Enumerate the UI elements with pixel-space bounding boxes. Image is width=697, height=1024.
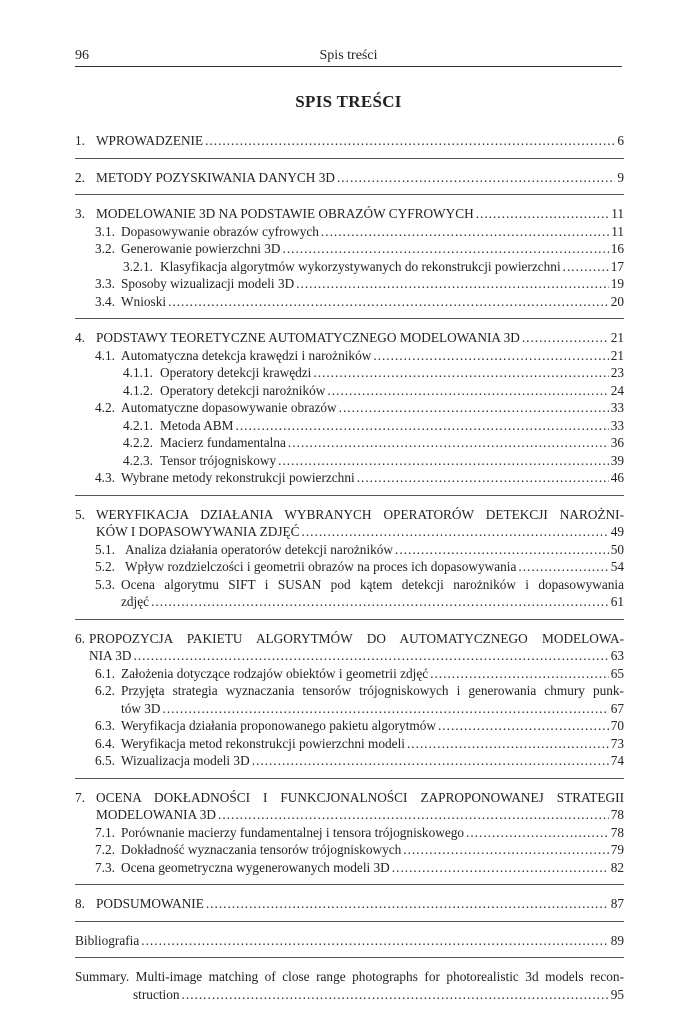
toc-entry-label: Wybrane metody rekonstrukcji powierzchni xyxy=(121,470,355,485)
toc-entry[interactable]: 7.2. Dokładność wyznaczania tensorów trójogniskowych ..... 79 xyxy=(75,841,624,859)
toc-entry[interactable]: 3.4. Wnioski ..... 20 xyxy=(75,293,624,311)
toc-section-6 xyxy=(75,628,624,779)
toc-entry-label: MODELOWANIE 3D NA PODSTAWIE OBRAZÓW CYFROWYCH xyxy=(96,206,474,221)
toc-entry-page: 63 xyxy=(610,648,624,663)
toc-entry-label: Założenia dotyczące rodzajów obiektów i geometrii zdjęć xyxy=(121,665,429,681)
toc-entry-page: 33 xyxy=(610,417,624,433)
toc-entry-label: PODSUMOWANIE xyxy=(96,896,204,911)
leader-dots xyxy=(373,347,608,365)
toc-entry[interactable]: 5.1. Analiza działania operatorów detekcji narożników ..... 50 xyxy=(75,541,624,559)
toc-entry-page: 11 xyxy=(611,223,624,239)
toc-entry[interactable]: 3.2.1. Klasyfikacja algorytmów wykorzystywanych do rekonstrukcji powierzchni ..... 17 xyxy=(75,258,624,276)
toc-entry[interactable] xyxy=(75,932,624,950)
leader-dots xyxy=(302,523,609,541)
toc-entry[interactable]: 6.2. Przyjęta strategia wyznaczania tensorów trójogniskowych i generowania chmury punk- tów 3D ..... 67 xyxy=(75,682,624,717)
toc-entry[interactable]: 3. MODELOWANIE 3D NA PODSTAWIE OBRAZÓW CYFROWYCH ..... 11 xyxy=(75,205,624,223)
leader-dots xyxy=(313,364,608,382)
leader-dots xyxy=(278,452,609,470)
toc-entry-label: Ocena algorytmu SIFT i SUSAN pod kątem detekcji narożników i dopasowywania xyxy=(121,576,624,592)
toc-entry[interactable]: 3.3. Sposoby wizualizacji modeli 3D ..... 19 xyxy=(75,275,624,293)
toc-entry-page: 87 xyxy=(610,896,624,911)
leader-dots xyxy=(163,700,609,718)
toc-entry-label: Automatyczne dopasowywanie obrazów xyxy=(121,400,337,415)
toc-entry[interactable]: 6.1. Założenia dotyczące rodzajów obiektów i geometrii zdjęć ..... 65 xyxy=(75,665,624,683)
toc-section-8 xyxy=(75,893,624,922)
leader-dots xyxy=(438,717,609,735)
page-number: 96 xyxy=(75,48,89,63)
leader-dots xyxy=(218,806,609,824)
toc-entry[interactable]: 4.2.2. Macierz fundamentalna ..... 36 xyxy=(75,434,624,452)
toc-section-1 xyxy=(75,130,624,159)
leader-dots xyxy=(407,735,609,753)
leader-dots xyxy=(466,824,609,842)
leader-dots xyxy=(403,841,608,859)
toc-section-2 xyxy=(75,167,624,196)
toc-entry-page: 9 xyxy=(617,169,624,185)
toc-entry-label: OCENA DOKŁADNOŚCI I FUNKCJONALNOŚCI ZAPROPONOWANEJ STRATEGII xyxy=(96,789,624,805)
toc-entry-label: METODY POZYSKIWANIA DANYCH 3D xyxy=(96,169,335,185)
toc-entry-page: 6 xyxy=(617,133,624,148)
toc-section-summary xyxy=(75,966,624,1011)
leader-dots xyxy=(151,593,609,611)
leader-dots xyxy=(205,132,615,150)
toc-entry[interactable]: 3.1. Dopasowywanie obrazów cyfrowych ..... 11 xyxy=(75,223,624,241)
toc-section-4 xyxy=(75,327,624,496)
toc-entry-label-cont: MODELOWANIA 3D xyxy=(96,807,217,822)
toc-entry[interactable]: 3.2. Generowanie powierzchni 3D ..... 16 xyxy=(75,240,624,258)
toc-entry[interactable]: 4. PODSTAWY TEORETYCZNE AUTOMATYCZNEGO MODELOWANIA 3D ..... 21 xyxy=(75,329,624,347)
toc-entry-label-cont: NIA 3D xyxy=(89,648,132,663)
toc-entry-label: Klasyfikacja algorytmów wykorzystywanych do rekonstrukcji powierzchni xyxy=(160,258,561,274)
leader-dots xyxy=(337,169,615,187)
toc-entry[interactable]: 6. PROPOZYCJA PAKIETU ALGORYTMÓW DO AUTOMATYCZNEGO MODELOWA- NIA 3D ..... 63 xyxy=(75,630,624,665)
leader-dots xyxy=(518,558,608,576)
toc-section-7 xyxy=(75,787,624,886)
toc-entry-label-cont: struction xyxy=(133,986,180,1002)
toc-entry-page: 24 xyxy=(610,382,624,398)
toc-entry[interactable]: 4.1.1. Operatory detekcji krawędzi ..... 23 xyxy=(75,364,624,382)
toc-entry-label: WERYFIKACJA DZIAŁANIA WYBRANYCH OPERATORÓW DETEKCJI NAROŻNI- xyxy=(96,506,624,522)
toc-entry-label: Ocena geometryczna wygenerowanych modeli 3D xyxy=(121,859,390,875)
toc-entry[interactable]: 7.1. Porównanie macierzy fundamentalnej i tensora trójogniskowego ..... 78 xyxy=(75,824,624,842)
toc-entry[interactable]: 2. METODY POZYSKIWANIA DANYCH 3D ..... 9 xyxy=(75,169,624,187)
toc-entry[interactable] xyxy=(75,968,624,1003)
toc-entry-page: 23 xyxy=(610,365,624,380)
toc-entry-label: PODSTAWY TEORETYCZNE AUTOMATYCZNEGO MODELOWANIA 3D xyxy=(96,330,520,345)
toc-entry-label: Dopasowywanie obrazów cyfrowych xyxy=(121,223,319,239)
toc-entry-page: 82 xyxy=(610,859,624,875)
leader-dots xyxy=(133,647,608,665)
toc-entry-page: 50 xyxy=(610,541,624,557)
toc-entry-page: 49 xyxy=(610,524,624,539)
toc-entry-label: PROPOZYCJA PAKIETU ALGORYTMÓW DO AUTOMATYCZNEGO MODELOWA- xyxy=(89,630,624,646)
toc-entry[interactable]: 7.3. Ocena geometryczna wygenerowanych modeli 3D ..... 82 xyxy=(75,859,624,877)
toc-entry-page: 36 xyxy=(610,435,624,450)
toc-entry[interactable]: 6.4. Weryfikacja metod rekonstrukcji powierzchni modeli ..... 73 xyxy=(75,735,624,753)
toc-entry[interactable]: 4.3. Wybrane metody rekonstrukcji powierzchni ..... 46 xyxy=(75,469,624,487)
toc-entry[interactable]: 4.2.3. Tensor trójogniskowy ..... 39 xyxy=(75,452,624,470)
toc-entry[interactable]: 4.1.2. Operatory detekcji narożników ..... 24 xyxy=(75,382,624,400)
leader-dots xyxy=(182,986,609,1004)
leader-dots xyxy=(522,329,609,347)
toc-entry[interactable]: 5. WERYFIKACJA DZIAŁANIA WYBRANYCH OPERATORÓW DETEKCJI NAROŻNI- KÓW I DOPASOWYWANIA ZDJĘĆ ..... 49 xyxy=(75,506,624,541)
leader-dots xyxy=(430,665,609,683)
toc-entry-page: 20 xyxy=(610,293,624,309)
toc-entry[interactable]: 8. PODSUMOWANIE ..... 87 xyxy=(75,895,624,913)
toc-entry-label: Automatyczna detekcja krawędzi i narożników xyxy=(121,347,372,363)
toc-entry-label: Tensor trójogniskowy xyxy=(160,452,277,468)
toc-entry-page: 33 xyxy=(610,400,624,415)
toc-entry-label: Sposoby wizualizacji modeli 3D xyxy=(121,276,295,291)
leader-dots xyxy=(206,895,609,913)
toc-entry[interactable]: 4.1. Automatyczna detekcja krawędzi i narożników ..... 21 xyxy=(75,347,624,365)
toc-entry[interactable]: 5.3. Ocena algorytmu SIFT i SUSAN pod kątem detekcji narożników i dopasowywania zdjęć ..... 61 xyxy=(75,576,624,611)
toc-entry-label: Wizualizacja modeli 3D xyxy=(121,753,250,768)
toc-entry-page: 21 xyxy=(610,347,624,363)
running-header xyxy=(75,46,622,67)
toc-entry-label: Macierz fundamentalna xyxy=(160,435,286,450)
toc-entry-label: WPROWADZENIE xyxy=(96,133,204,148)
toc-entry-page: 95 xyxy=(610,986,624,1002)
toc-entry-label: Przyjęta strategia wyznaczania tensorów trójogniskowych i generowania chmury punk- xyxy=(121,683,624,698)
toc-entry-page: 67 xyxy=(610,700,624,716)
toc-entry-label: Generowanie powierzchni 3D xyxy=(121,241,281,256)
toc-entry-page: 89 xyxy=(610,932,624,948)
toc-entry-label: Weryfikacja działania proponowanego pakietu algorytmów xyxy=(121,718,436,733)
toc-entry-label: Analiza działania operatorów detekcji narożników xyxy=(125,541,394,557)
toc-entry-page: 46 xyxy=(610,470,624,485)
leader-dots xyxy=(357,469,609,487)
leader-dots xyxy=(339,399,609,417)
leader-dots xyxy=(141,932,608,950)
toc-entry-label-cont: zdjęć xyxy=(121,594,150,609)
page-title: SPIS TREŚCI xyxy=(295,92,402,111)
toc-entry-page: 11 xyxy=(611,206,624,221)
toc-section-5 xyxy=(75,504,624,620)
toc-entry-page: 17 xyxy=(610,258,624,274)
toc-entry[interactable]: 4.2.1. Metoda ABM ..... 33 xyxy=(75,417,624,435)
leader-dots xyxy=(236,417,609,435)
leader-dots xyxy=(288,434,609,452)
toc-entry-label-cont: tów 3D xyxy=(121,700,161,716)
toc-entry-label: Porównanie macierzy fundamentalnej i tensora trójogniskowego xyxy=(121,824,465,840)
leader-dots xyxy=(327,382,608,400)
toc-entry-label: Wpływ rozdzielczości i geometrii obrazów na proces ich dopasowywania xyxy=(125,559,517,574)
toc-entry-page: 70 xyxy=(610,718,624,733)
toc-entry-page: 54 xyxy=(610,559,624,574)
toc-entry-page: 79 xyxy=(610,842,624,857)
toc-entry[interactable]: 4.2. Automatyczne dopasowywanie obrazów ..... 33 xyxy=(75,399,624,417)
toc-entry-page: 78 xyxy=(610,807,624,822)
table-of-contents xyxy=(75,130,624,1019)
toc-entry-page: 16 xyxy=(610,241,624,256)
leader-dots xyxy=(168,293,609,311)
toc-entry[interactable]: 5.2. Wpływ rozdzielczości i geometrii obrazów na proces ich dopasowywania ..... 54 xyxy=(75,558,624,576)
toc-entry-label: Bibliografia xyxy=(75,932,140,948)
leader-dots xyxy=(476,205,610,223)
toc-entry-label: Dokładność wyznaczania tensorów trójogniskowych xyxy=(121,842,402,857)
toc-entry-label: Weryfikacja metod rekonstrukcji powierzchni modeli xyxy=(121,735,405,751)
toc-section-3 xyxy=(75,203,624,319)
toc-entry-label-cont: KÓW I DOPASOWYWANIA ZDJĘĆ xyxy=(96,524,300,539)
toc-entry-page: 21 xyxy=(610,330,624,345)
toc-entry-label: Wnioski xyxy=(121,293,167,309)
leader-dots xyxy=(252,752,609,770)
toc-entry[interactable]: 7. OCENA DOKŁADNOŚCI I FUNKCJONALNOŚCI ZAPROPONOWANEJ STRATEGII MODELOWANIA 3D ..... 78 xyxy=(75,789,624,824)
toc-entry-label: Summary. Multi-image matching of close range photographs for photorealistic 3d models recon- xyxy=(75,969,624,984)
toc-entry-page: 74 xyxy=(610,753,624,768)
toc-entry-label: Metoda ABM xyxy=(160,417,234,433)
leader-dots xyxy=(563,258,609,276)
toc-entry-page: 61 xyxy=(610,594,624,609)
leader-dots xyxy=(395,541,609,559)
leader-dots xyxy=(283,240,609,258)
leader-dots xyxy=(296,275,609,293)
toc-entry-page: 19 xyxy=(610,276,624,291)
toc-entry-page: 65 xyxy=(610,665,624,681)
leader-dots xyxy=(321,223,609,241)
toc-entry-label: Operatory detekcji narożników xyxy=(160,382,326,398)
toc-section-bibliography xyxy=(75,930,624,959)
toc-entry-page: 73 xyxy=(610,735,624,751)
toc-entry-page: 39 xyxy=(610,452,624,468)
leader-dots xyxy=(392,859,609,877)
toc-entry-page: 78 xyxy=(610,824,624,840)
running-title: Spis treści xyxy=(319,48,378,63)
toc-entry[interactable]: 6.5. Wizualizacja modeli 3D ..... 74 xyxy=(75,752,624,770)
toc-entry[interactable]: 6.3. Weryfikacja działania proponowanego pakietu algorytmów ..... 70 xyxy=(75,717,624,735)
toc-entry-label: Operatory detekcji krawędzi xyxy=(160,365,312,380)
toc-entry[interactable]: 1. WPROWADZENIE ..... 6 xyxy=(75,132,624,150)
